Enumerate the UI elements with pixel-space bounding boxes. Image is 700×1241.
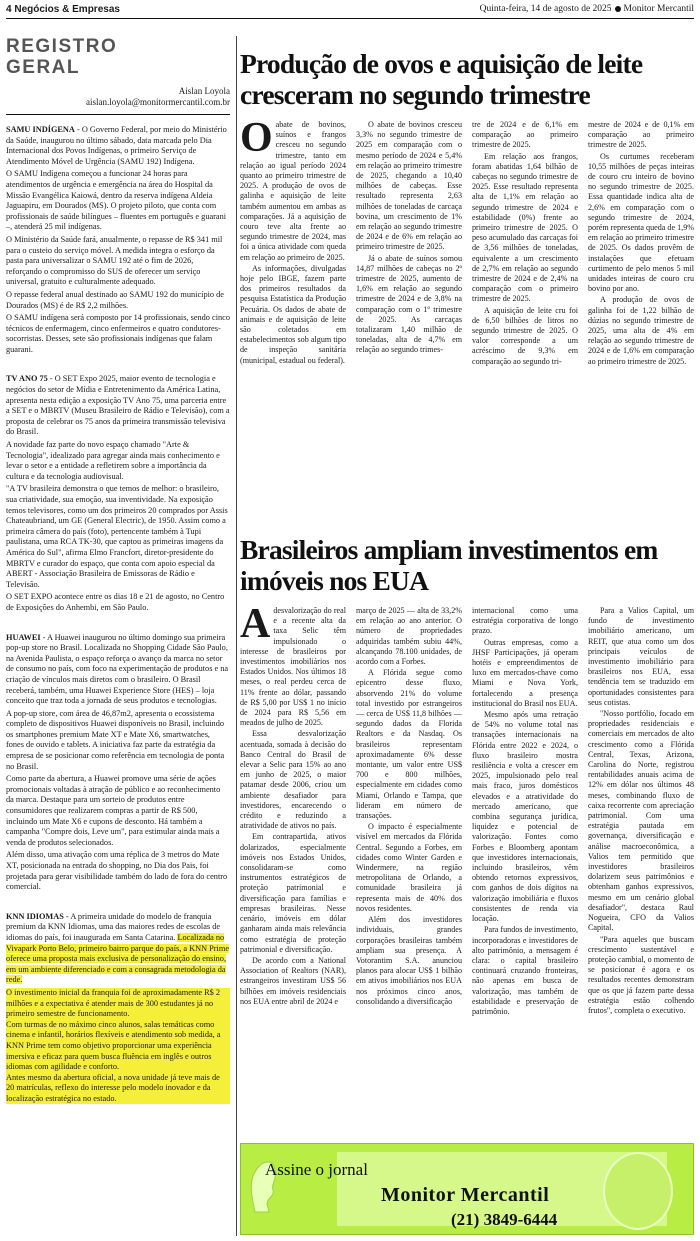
article-paragraph: Em contrapartida, ativos dolarizados, especialmente imóveis nos Estados Unidos, consolidaram-se como instrumentos estratégicos de proteção patrimonial e diversificação para famílias e empresas brasileiras. Nesse cenário, imóveis em dólar ganharam ainda mais relevância como estratégia de proteção patrimonial e diversificação. — [240, 832, 346, 954]
article-paragraph: As informações, divulgadas hoje pelo IBGE, fazem parte dos primeiros resultados da pesquisa Estatística da Produção Pecuária. Os dados de abate de animais e de aquisição de leite são coletados em estabelecimentos sob algum tipo de inspeção sanitária (municipal, estadual ou federal). — [240, 263, 346, 365]
article-paragraph: A produção de ovos de galinha foi de 1,22 bilhão de dúzias no segundo trimestre de 2025, uma alta de 4% em relação ao segundo trimestre de 2024 e de 1,6% em comparação ao primeiro trimestre de 2025. — [588, 295, 694, 366]
note-paragraph — [6, 374, 230, 438]
note-gap — [6, 616, 230, 633]
article-column-4 — [588, 606, 694, 1186]
note-paragraph: O Ministério da Saúde fará, anualmente, o repasse de R$ 341 mil para o custeio do serviço móvel. A medida integra o esforço da pasta para universalizar o SAMU 192 até o fim de 2026, reforçando o compromisso do SUS de oferecer um serviço universal, gratuito e culturalmente adequado. — [6, 234, 223, 287]
note-gap — [6, 895, 230, 912]
note-paragraph: O SAMU Indígena começou a funcionar 24 horas para atendimentos de urgência e emergência na área do Hospital da Missão Evangélica Kaiowá, dentro da reserva indígena Aldeia Jaguapiru, em Dourados (MS). O projeto piloto, que conta com profissionais de saúde bilíngues – fluentes em português e guarani –, atenderá 25 mil indígenas. — [6, 169, 227, 232]
article-columns — [240, 606, 694, 1186]
article-paragraph: Os curtumes receberam 10,55 milhões de peças inteiras de couro cru inteiro de bovino no segundo trimestre de 2025. Essa quantidade indica alta de 2,6% em comparação com o segundo trimestre de 2024, porém representa queda de 1,9% em relação ao primeiro trimestre de 2025. Os dados provêm de instalações que efetuam curtimento de pelo menos 5 mil unidades inteiras de couro cru bovino por ano. — [588, 151, 694, 294]
article-paragraph: internacional como uma estratégia corporativa de longo prazo. — [472, 606, 578, 636]
note-text: - O SET Expo 2025, maior evento de tecnologia e negócios do setor de Mídia e Entretenimento da América Latina, apresenta nesta edição a exposição TV Ano 75, uma parceria entre a SET e o MBRTV (Museu Brasileiro de Rádio e Televisão), com a proposta de celebrar os 75 anos da primeira transmissão televisiva do Brasil. — [6, 374, 230, 437]
column-title-line1: REGISTRO — [6, 36, 118, 57]
article-paragraph: O impacto é especialmente visível em mercados da Flórida Central. Segundo a Forbes, em cidades como Winter Garden e Windermere, na região metropolitana de Orlando, a comunidade brasileira já representa mais de 40% dos novos residentes. — [356, 822, 462, 913]
article-column-2 — [356, 606, 462, 1186]
column-byline — [6, 86, 230, 108]
page-header — [6, 2, 694, 16]
article-column-3 — [472, 606, 578, 1186]
article-text: desvalorização do real e a recente alta da taxa Selic têm impulsionado o interesse de brasileiros por investimentos imobiliários nos Estados Unidos. Nos últimos 18 meses, o real perdeu cerca de 11% frente ao dólar, passando de R$ 5,00 por US$ 1 no início de 2024 para R$ 5,56 em meados de julho de 2025. — [240, 606, 346, 728]
highlighted-text: Localizada no Vivapark Porto Belo, primeiro bairro parque do país, a KNN Prime oferece uma proposta mais exclusiva de personalização do ensino, em um ambiente diferenciado e com a consagrada metodologia da rede. — [6, 932, 230, 985]
article-paragraph: O abate de bovinos cresceu 3,3% no segundo trimestre de 2025 em comparação com o mesmo período de 2024 e 5,4% em relação ao primeiro trimestre de 2025, chegando a 10,40 milhões de cabeças. Esse resultado representa 2,63 milhões de toneladas de carcaça bovina, um crescimento de 1% em relação ao segundo trimestre de 2024 e de 6% em relação ao primeiro trimestre de 2025. — [356, 120, 462, 252]
column-divider — [236, 36, 237, 1236]
note-paragraph — [6, 633, 230, 707]
note-gap — [6, 357, 230, 374]
article-paragraph — [240, 606, 346, 728]
author-name: Aislan Loyola — [178, 86, 230, 96]
note-paragraph: O SET EXPO acontece entre os dias 18 e 21 de agosto, no Centro de Exposições do Anhembi, em São Paulo. — [6, 592, 225, 612]
article-paragraph: Já o abate de suínos somou 14,87 milhões de cabeças no 2º trimestre de 2025, aumento de 1,6% em relação ao segundo trimestre de 2024 e de 3,8% na comparação com o 1º trimestre de 2025. As carcaças totalizaram 1,40 milhão de toneladas, alta de 4,7% em relação ao segundo trimes- — [356, 253, 462, 355]
note-paragraph — [6, 125, 230, 167]
note-text: - A Huawei inaugurou no último domingo sua primeira pop-up store no Brasil. Localizada no Shopping Cidade São Paulo, na Avenida Paulista, o espaço reforça o avanço da marca no setor de consumo no país, com foco na experimentação de produtos e na criação de vínculos mais diretos com o brasileiro. O Brasil receberá, também, uma Huawei Experience Store (HES) – loja conceito que traz toda a jornada de seus produtos e tecnologias. — [6, 632, 229, 706]
article-column-4 — [588, 120, 694, 516]
note-paragraph: A pop-up store, com área de 46,87m2, apresenta o ecossistema completo de dispositivos Huawei disponíveis no Brasil, incluindo os smartphones premium Mate XT e Mate X6, smartwatches, fones de ouvido e tablets. A iniciativa faz parte da estratégia da empresa de se posicionar como referência em tecnologia de ponta no Brasil. — [6, 708, 225, 771]
page-number: 4 — [6, 3, 12, 15]
note-text: - O Governo Federal, por meio do Ministério da Saúde, inaugurou no último sábado, data marcada pelo Dia Internacional dos Povos Indígenas, o primeiro Serviço de Atendimento Móvel de Urgência (SAMU 192) Indígena. — [6, 125, 227, 166]
note-tv-ano-75 — [6, 374, 230, 613]
article-ovos-leite — [240, 48, 694, 516]
article-column-1 — [240, 120, 346, 516]
note-samu — [6, 125, 230, 355]
note-tag: KNN IDIOMAS — [6, 911, 64, 921]
article-paragraph: março de 2025 — alta de 33,2% em relação ao ano anterior. O número de propriedades adquiridas também subiu 44%, alcançando 78.100 unidades, de acordo com a Forbes. — [356, 606, 462, 667]
banner-phone[interactable]: (21) 3849-6444 — [451, 1210, 558, 1229]
header-rule — [6, 18, 694, 19]
column-title-line2: GERAL — [6, 57, 80, 78]
subscription-banner[interactable] — [240, 1143, 694, 1235]
highlighted-paragraph: Com turmas de no máximo cinco alunos, salas temáticas como cinema e infantil, horários flexíveis e atendimento sob medida, a KNN Prime tem como objetivo proporcionar uma experiência imersiva e eficaz para quem busca fluência em inglês e outros idiomas com agilidade e conforto. — [6, 1020, 230, 1073]
article-headline: Brasileiros ampliam investimentos em imóveis nos EUA — [240, 534, 658, 596]
highlighted-paragraph: O investimento inicial da franquia foi de aproximadamente R$ 2 milhões e a expectativa é atender mais de 300 estudantes já no primeiro semestre de funcionamento. — [6, 988, 230, 1020]
note-tag: HUAWEI — [6, 632, 41, 642]
article-paragraph: A aquisição de leite cru foi de 6,50 bilhões de litros no segundo trimestre de 2025. O valor corresponde a um acréscimo de 9,3% em comparação ao segundo tri- — [472, 305, 578, 366]
article-paragraph: "Nosso portfólio, focado em propriedades residenciais e comerciais em mercados de alto crescimento como a Flórida Central, Texas, Arizona, Carolina do Norte, registrou rentabilidades anuais acima de 12% em dólar nos últimos 48 meses, combinando fluxo de caixa recorrente com apreciação patrimonial. Com uma estratégia pautada em governança, diversificação e análise macroeconômica, a Valios tem permitido que investidores brasileiros dolarizem seus patrimônios e obtenham ganhos expressivos, mesmo em um cenário global desafiador", destaca Raul Nogueira, CFO da Valios Capital. — [588, 709, 694, 933]
note-huawei — [6, 633, 230, 893]
article-paragraph — [240, 120, 346, 263]
registro-geral-column — [6, 36, 230, 1236]
article-columns — [240, 120, 694, 516]
note-paragraph: Como parte da abertura, a Huawei promove uma série de ações promocionais voltadas à atração de público e ao reconhecimento da marca. Destaque para um sorteio de produtos entre consumidores que realizarem compras a partir de R$ 500, incluindo um Mate X6 e cupons de desconto. Há também a campanha "Compre dois, Leve um", para estimular ainda mais a venda de produtos selecionados. — [6, 774, 221, 847]
highlighted-paragraph: Antes mesmo da abertura oficial, a nova unidade já teve mais de 20 matrículas, reflexo do interesse pelo modelo inovador e da localização estratégica no estado. — [6, 1073, 230, 1105]
section-name: Negócios & Empresas — [14, 3, 120, 15]
globe-emblem-icon — [603, 1152, 673, 1230]
article-paragraph: "Para aqueles que buscam crescimento sustentável e proteção cambial, o momento de se posicionar é agora e os resultados recentes demonstram que os que já fazem parte dessa estratégia estão colhendo frutos", completa o executivo. — [588, 934, 694, 1015]
note-paragraph: O repasse federal anual destinado ao SAMU 192 do município de Dourados (MS) é de R$ 2,2 milhões. — [6, 289, 224, 310]
banner-line-2: Monitor Mercantil — [381, 1184, 550, 1206]
column-title — [6, 36, 230, 78]
section-label — [6, 4, 120, 15]
note-paragraph — [6, 912, 230, 986]
column-rule — [6, 114, 230, 115]
article-paragraph: Além dos investidores individuais, grandes corporações brasileiras também ampliam sua presença. A Votorantim S.A. anunciou planos para alocar US$ 1 bilhão em ativos imobiliários nos EUA nos próximos cinco anos, consolidando a diversificação — [356, 915, 462, 1006]
banner-line-1: Assine o jornal — [265, 1160, 368, 1179]
article-paragraph: A Flórida segue como epicentro desse fluxo, absorvendo 21% do volume total investido por estrangeiros — cerca de US$ 11,8 bilhões — segundo dados da Florida Realtors e da Nasdaq. Os brasileiros representam aproximadamente 6% desse montante, um valor entre US$ 700 e 800 milhões, especialmente em cidades como Miami, Orlando e Tampa, que lideram em número de transações. — [356, 668, 462, 821]
article-imoveis-eua — [240, 534, 694, 1186]
bullet-icon — [615, 6, 621, 12]
article-paragraph: Para fundos de investimento, incorporadoras e investidores de alto patrimônio, a mensagem é clara: o capital brasileiro continuará cruzando fronteiras, não apenas em busca de valorização, mas também de estabilidade e preservação de patrimônio. — [472, 925, 578, 1016]
author-email: aislan.loyola@monitormercantil.com.br — [86, 97, 230, 107]
note-paragraph: "A TV brasileira demonstra o que temos de melhor: o brasileiro, sua criatividade, sua emoção, sua inventividade. Na exposição temos televisores, como um dos primeiros 20 comprados por Assis Chateaubriand, um GE (General Electric), de 1950. Assim como a primeira câmera do país (foto), pertencente também à Tupi paulistana, uma RCA TK-30, que captou as primeiras imagens da América do Sul", afirma Elmo Francfort, diretor-presidente do MBRTV e curador do espaço, que conta com apoio especial da ABERT - Associação Brasileira de Emissoras de Rádio e Televisão. — [6, 484, 228, 589]
article-column-2 — [356, 120, 462, 516]
article-paragraph: Para a Valios Capital, um fundo de investimento imobiliário americano, um REIT, que atua como um dos principais veículos de investimento imobiliário para brasileiros nos EUA, essa tendência tem se traduzido em oportunidades consistentes para seus cotistas. — [588, 606, 694, 707]
article-paragraph: Em relação aos frangos, foram abatidas 1,64 bilhão de cabeças no segundo trimestre de 2025. Esse resultado representa alta de 1,1% em relação ao segundo trimestre de 2024 e estabilidade (0%) frente ao primeiro trimestre de 2025. O peso acumulado das carcaças foi de 3,56 milhões de toneladas, equivalente a um crescimento de 2,7% em relação ao segundo trimestre de 2024 e de 2,4% na comparação com o primeiro trimestre de 2025. — [472, 151, 578, 304]
article-column-3 — [472, 120, 578, 516]
article-paragraph: Essa desvalorização acentuada, somada à decisão do Banco Central do Brasil de elevar a Selic para 15% ao ano em junho de 2025, o maior patamar desde 2006, criou um ambiente desafiador para investidores, encarecendo o crédito e reduzindo a atratividade de ativos no país. — [240, 729, 346, 831]
newspaper-name: Monitor Mercantil — [623, 4, 694, 14]
article-text: abate de bovinos, suínos e frangos cresceu no segundo trimestre, tanto em relação ao igual período 2024 quanto ao primeiro trimestre de 2025. A produção de ovos de galinha e aquisição de leite também aumentou em ambas as comparações. Já a aquisição de couro teve alta frente ao segundo trimestre de 2024, mas foi a única atividade com queda em relação ao primeiro de 2025. — [240, 120, 346, 262]
note-text: - A primeira unidade do modelo de franquia premium da KNN Idiomas, uma das maiores redes de escolas de idiomas do país, foi inaugurada em Santa Catarina. — [6, 911, 221, 942]
article-paragraph: Outras empresas, como a JHSF Participações, já operam hotéis e empreendimentos de luxo em mercados-chave como Miami e Nova York, fortalecendo a presença institucional do Brasil nos EUA. — [472, 637, 578, 708]
article-paragraph: De acordo com a National Association of Realtors (NAR), estrangeiros investiram US$ 56 bilhões em imóveis residenciais nos EUA entre abril de 2024 e — [240, 955, 346, 1006]
note-paragraph: Além disso, uma ativação com uma réplica de 3 metros do Mate XT, posicionada na entrada do shopping, no Dia dos Pais, foi projetada para gerar visibilidade também do lado de fora do centro comercial. — [6, 850, 228, 892]
drop-cap: A — [240, 606, 271, 647]
article-paragraph: mestre de 2024 e de 0,1% em comparação ao primeiro trimestre de 2025. — [588, 120, 694, 150]
note-tag: SAMU INDÍGENA — [6, 125, 75, 134]
article-headline: Produção de ovos e aquisição de leite cresceram no segundo trimestre — [240, 48, 643, 110]
edition-date: Quinta-feira, 14 de agosto de 2025 — [479, 4, 612, 14]
article-column-1 — [240, 606, 346, 1186]
note-paragraph: O SAMU indígena será composto por 14 profissionais, sendo cinco técnicos de enfermagem, cinco enfermeiros e quatro condutores-socorristas. Desses, sete são profissionais indígenas que falam guarani. — [6, 313, 230, 354]
article-paragraph: Mesmo após uma retração de 54% no volume total nas transações internacionais na Flórida entre 2022 e 2024, o fluxo brasileiro mostra resiliência e volta a crescer em 2025, impulsionado pelo real mais fraco, juros domésticos elevados e a atratividade do mercado americano, que combina segurança jurídica, liquidez e potencial de valorização. Fontes como Forbes e Bloomberg apontam que investidores internacionais, incluindo brasileiros, vêm obtendo retornos expressivos, com ganhos de dois dígitos na valorização imobiliária e fluxos consistentes de renda via locação. — [472, 710, 578, 924]
note-tag: TV ANO 75 — [6, 374, 48, 384]
article-paragraph: tre de 2024 e de 6,1% em comparação ao primeiro trimestre de 2025. — [472, 120, 578, 150]
note-knn-idiomas — [6, 912, 230, 1105]
drop-cap: O — [240, 120, 273, 161]
note-paragraph: A novidade faz parte do novo espaço chamado "Arte & Tecnologia", idealizado para agregar ainda mais conhecimento e levar o setor e a entidade a refletirem sobre a importância da cultura e da tecnologia audiovisual. — [6, 440, 220, 481]
edition-info — [480, 4, 694, 14]
